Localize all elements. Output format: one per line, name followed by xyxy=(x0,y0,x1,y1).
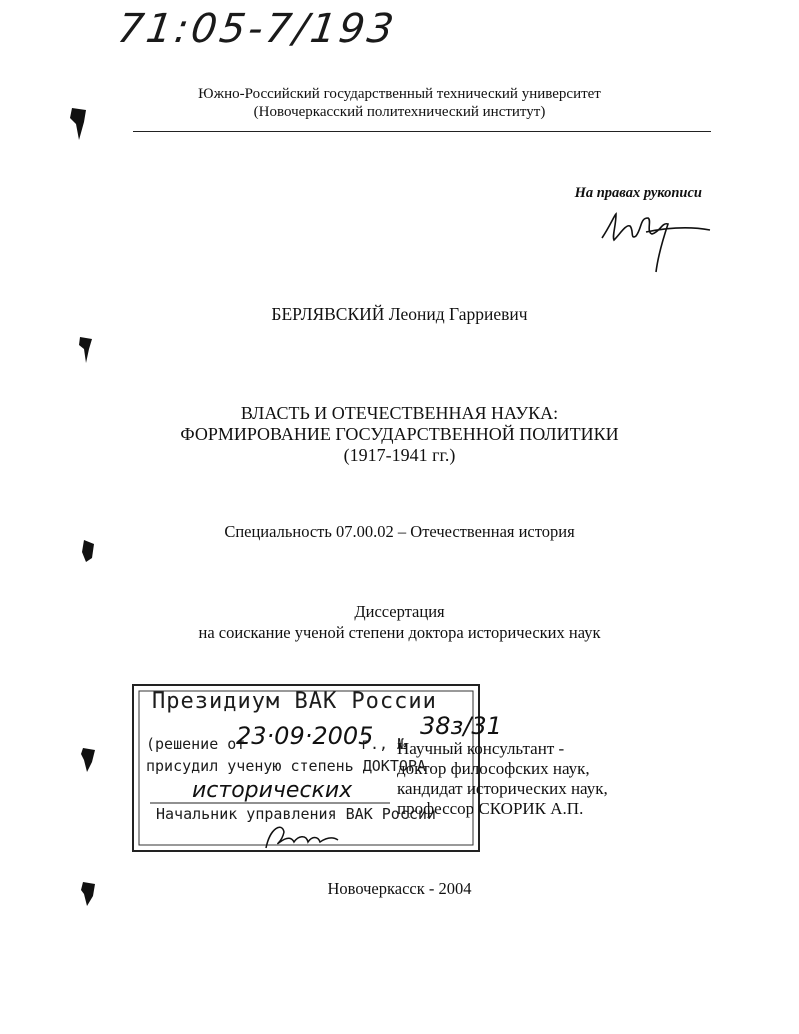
title-line-3: (1917-1941 гг.) xyxy=(343,445,456,465)
city-year: Новочеркасск - 2004 xyxy=(327,879,472,898)
stamp-decision-suffix: г., № xyxy=(361,735,407,753)
stamp-awarded-degree: присудил ученую степень ДОКТОРА xyxy=(146,757,426,775)
dissertation-title xyxy=(0,403,799,466)
stamp-field-handwritten: исторических xyxy=(192,778,353,803)
stamp-decision-prefix: (решение от xyxy=(146,735,246,753)
university-name: Южно-Российский государственный технический университет xyxy=(198,86,601,102)
dissertation-label: Диссертация xyxy=(354,602,445,621)
margin-mark-2 xyxy=(76,333,96,365)
consultant-degree-1: доктор философских наук, xyxy=(397,759,590,778)
manuscript-rights-note: На правах рукописи xyxy=(574,185,702,201)
margin-mark-4 xyxy=(78,744,100,774)
consultant-name: профессор СКОРИК А.П. xyxy=(397,799,584,818)
stamp-decision-date: 23·09·2005 xyxy=(236,722,374,750)
header-divider xyxy=(133,131,711,132)
consultant-role: Научный консультант - xyxy=(397,739,565,758)
title-line-1: ВЛАСТЬ И ОТЕЧЕСТВЕННАЯ НАУКА: xyxy=(240,403,559,423)
archive-code: 71:05-7/193 xyxy=(114,6,400,52)
consultant-degree-2: кандидат исторических наук, xyxy=(397,779,608,798)
dissertation-description xyxy=(0,601,799,643)
margin-mark-1 xyxy=(66,104,92,144)
stamp-chief-title: Начальник управления ВАК России xyxy=(156,805,436,823)
stamp-header: Президиум ВАК России xyxy=(152,689,437,714)
university-subtitle: (Новочеркасский политехнический институт) xyxy=(253,104,546,120)
degree-sought: на соискание ученой степени доктора исторических наук xyxy=(198,623,601,642)
specialty: Специальность 07.00.02 – Отечественная история xyxy=(224,522,575,541)
scientific-consultant xyxy=(397,739,608,819)
stamp-decision-number: 38з/31 xyxy=(420,712,502,740)
author-signature xyxy=(596,206,716,276)
author-name: БЕРЛЯВСКИЙ Леонид Гарриевич xyxy=(271,304,528,324)
chief-signature xyxy=(262,818,342,854)
title-line-2: ФОРМИРОВАНИЕ ГОСУДАРСТВЕННОЙ ПОЛИТИКИ xyxy=(180,424,619,444)
